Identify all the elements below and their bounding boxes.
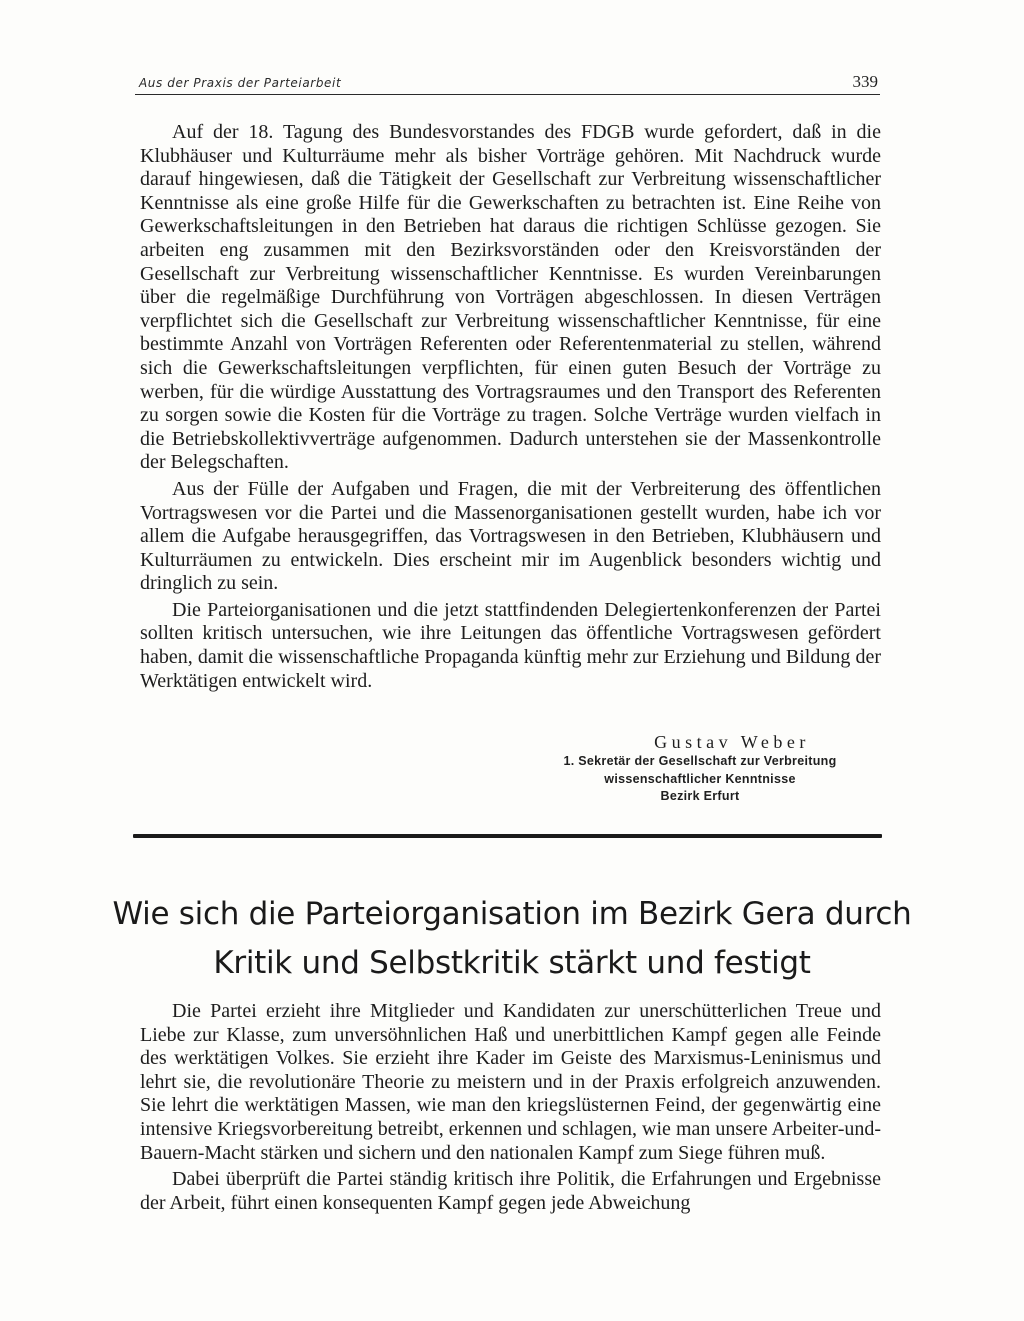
author-role-line-2: wissenschaftlicher Kenntnisse (604, 771, 796, 786)
author-role-line-1: 1. Sekretär der Gesellschaft zur Verbreitung (563, 754, 837, 768)
article-2-paragraph-1: Die Partei erzieht ihre Mitglieder und Kandidaten zur unerschütterlichen Treue und Liebe zur Klasse, zum unversöhnlichen Haß und unerbittlichen Kampf gegen alle Feinde des werktätigen Volkes. Sie erzieht ihre Kader im Geiste des Marxismus-Leninismus und lehrt sie, die revolutionäre Theorie zu meistern und in der Praxis erfolgreich anzuwenden. Sie lehrt die werktätigen Massen, wie man den kriegslüsternen Feind, der gegenwärtig eine intensive Kriegsvorbereitung betreibt, erkennen und schlagen, wie man unsere Arbeiter-und-Bauern-Macht stärken und sichern und den nationalen Kampf zum Siege führen muß. (140, 1000, 882, 1164)
author-name: Gustav Weber (654, 732, 810, 752)
running-head-section-title: Aus der Praxis der Parteiarbeit (139, 76, 342, 90)
running-head (135, 74, 880, 95)
author-role-line-3: Bezirk Erfurt (660, 789, 740, 803)
author-signature (500, 731, 900, 806)
article-2-headline (110, 890, 914, 988)
article-1-paragraph-1: Auf der 18. Tagung des Bundesvorstandes des FDGB wurde gefordert, daß in die Klubhäuser und Kulturräume mehr als bisher Vorträge gehören. Mit Nachdruck wurde darauf hingewiesen, daß die Tätigkeit der Gesellschaft zur Verbreitung wissenschaftlicher Kenntnisse als eine große Hilfe für die Gewerkschaften zu betrachten ist. Eine Reihe von Gewerkschaftsleitungen in den Betrieben hat daraus die richtigen Schlüsse gezogen. Sie arbeiten eng zusammen mit den Bezirksvorständen oder den Kreisvorständen der Gesellschaft zur Verbreitung wissenschaftlicher Kenntnisse. Es wurden Vereinbarungen über die regelmäßige Durchführung von Vorträgen abgeschlossen. In diesen Verträgen verpflichtet sich die Gesellschaft zur Verbreitung wissenschaftlicher Kenntnisse, für eine bestimmte Anzahl von Vorträgen Referenten oder Referentenmaterial zu stellen, während sich die Gewerkschaftsleitungen verpflichten, für einen guten Besuch der Vorträge zu werben, für die würdige Ausstattung des Vortragsraumes und den Transport des Referenten zu sorgen sowie die Kosten für die Vorträge zu tragen. Solche Verträge wurden vielfach in die Betriebskollektivverträge aufgenommen. Dadurch unterstehen sie der Massenkontrolle der Belegschaften. (140, 121, 881, 474)
article-1-paragraph-3: Die Parteiorganisationen und die jetzt stattfindenden Delegiertenkonferenzen der Partei sollten kritisch untersuchen, wie ihre Leitungen das öffentliche Vortragswesen gefördert haben, damit die wissenschaftliche Propaganda künftig mehr zur Erziehung und Bildung der Werktätigen entwickelt wird. (140, 598, 881, 692)
page-number: 339 (852, 72, 878, 91)
article-1-body (140, 121, 881, 696)
article-2-paragraph-2: Dabei überprüft die Partei ständig kritisch ihre Politik, die Erfahrungen und Ergebnisse der Arbeit, führt einen konsequenten Kampf gegen jede Abweichung (140, 1168, 881, 1214)
section-divider (133, 834, 882, 838)
article-1-paragraph-2: Aus der Fülle der Aufgaben und Fragen, die mit der Verbreiterung des öffentlichen Vortragswesen vor die Partei und die Massenorganisationen gestellt wurden, habe ich vor allem die Aufgabe herausgegriffen, das Vortragswesen in den Betrieben, Klubhäusern und Kulturräumen zu entwickeln. Dies erscheint mir im Augenblick besonders wichtig und dringlich zu sein. (140, 477, 881, 595)
headline-line-1: Wie sich die Parteiorganisation im Bezirk Gera durch (112, 896, 912, 932)
headline-line-2: Kritik und Selbstkritik stärkt und festigt (213, 945, 811, 981)
article-2-body (140, 1000, 881, 1218)
